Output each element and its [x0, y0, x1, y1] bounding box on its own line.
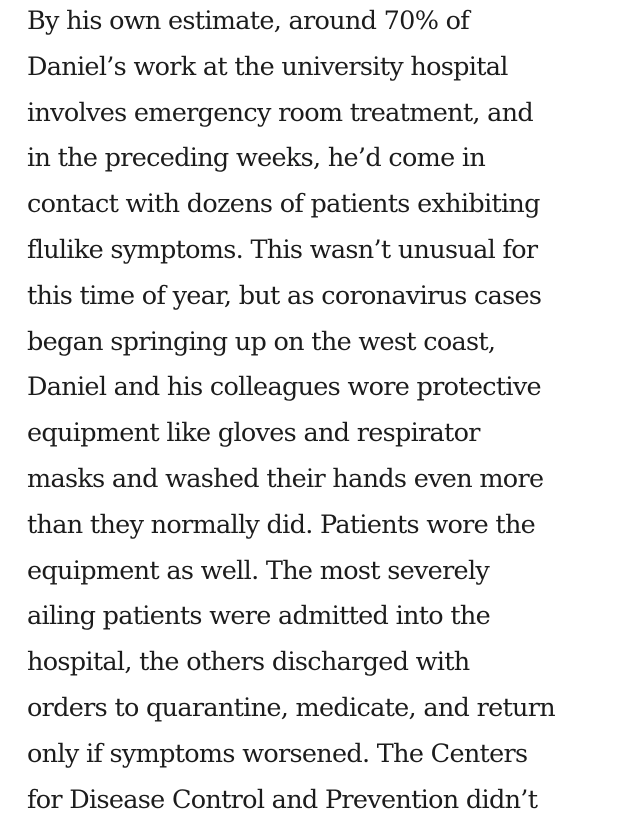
- text-line: in the preceding weeks, he’d come in: [27, 143, 486, 174]
- article-body: [27, 0, 627, 823]
- text-line: than they normally did. Patients wore the: [27, 509, 536, 540]
- text-line: orders to quarantine, medicate, and return: [27, 692, 555, 723]
- text-line: hospital, the others discharged with: [27, 647, 470, 678]
- text-line: involves emergency room treatment, and: [27, 97, 534, 128]
- text-line: ailing patients were admitted into the: [27, 601, 491, 632]
- text-line: for Disease Control and Prevention didn’t: [27, 784, 538, 815]
- text-line: only if symptoms worsened. The Centers: [27, 738, 528, 769]
- text-line: Daniel’s work at the university hospital: [27, 51, 508, 82]
- text-line: equipment as well. The most severely: [27, 555, 490, 586]
- text-line: flulike symptoms. This wasn’t unusual for: [27, 234, 538, 265]
- text-line: masks and washed their hands even more: [27, 463, 544, 494]
- text-line: this time of year, but as coronavirus cases: [27, 280, 542, 311]
- text-line: began springing up on the west coast,: [27, 326, 496, 357]
- text-line: contact with dozens of patients exhibiting: [27, 189, 540, 220]
- text-line: equipment like gloves and respirator: [27, 418, 480, 449]
- text-line: By his own estimate, around 70% of: [27, 6, 470, 36]
- text-line: Daniel and his colleagues wore protective: [27, 372, 541, 403]
